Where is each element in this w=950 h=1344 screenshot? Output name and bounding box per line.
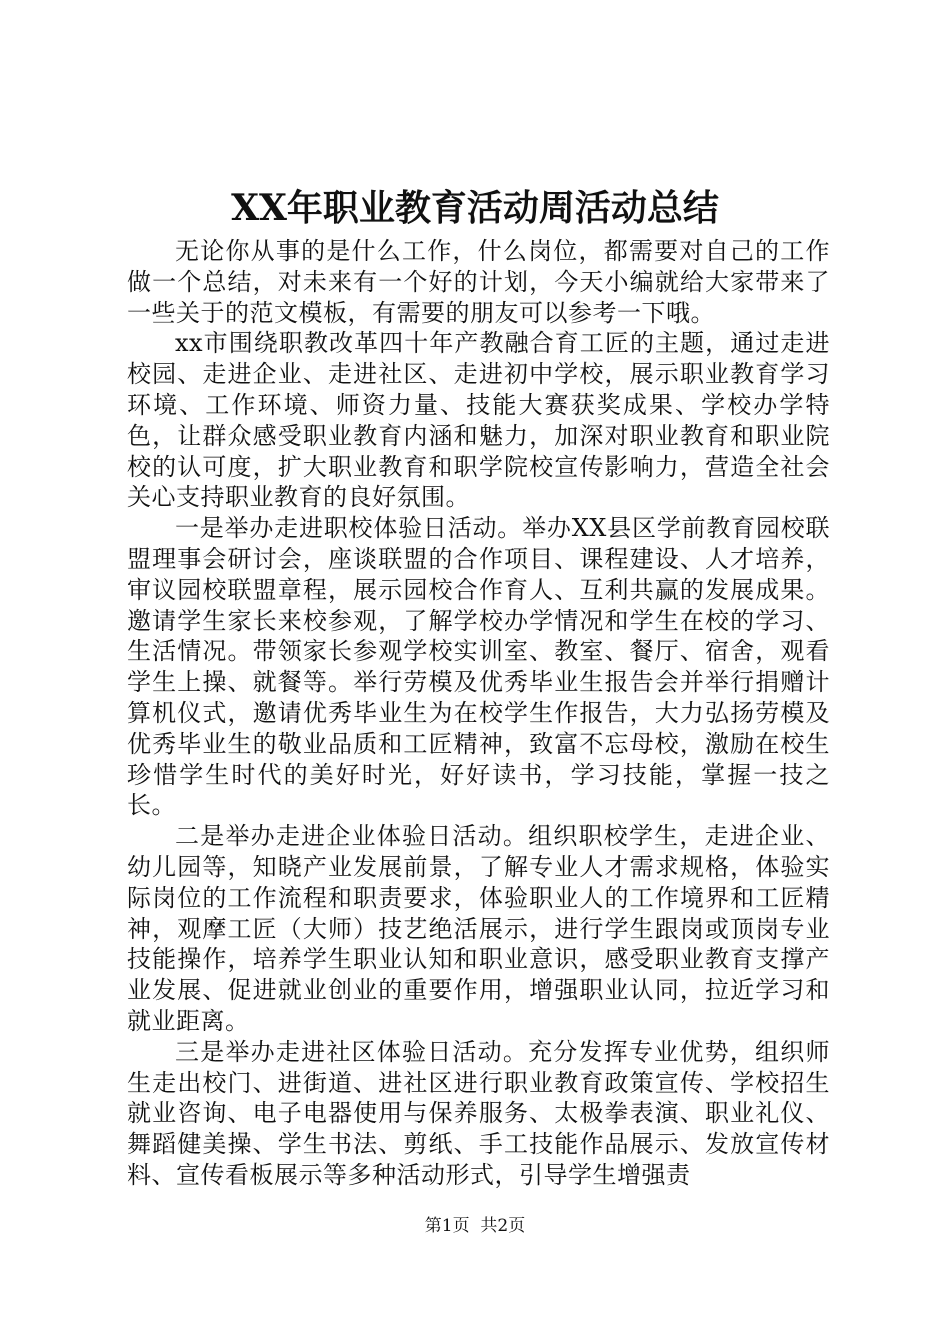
page-number: 第1页 [424,1216,470,1236]
page-total: 共2页 [480,1216,526,1236]
page-footer [0,1214,950,1238]
document-body [127,236,830,1191]
paragraph-school-visit-day: 一是举办走进职校体验日活动。举办XX县区学前教育园校联盟理事会研讨会，座谈联盟的合作项目、课程建设、人才培养，审议园校联盟章程，展示园校合作育人、互利共赢的发展成果。邀请学生家长来校参观，了解学校办学情况和学生在校的学习、生活情况。带领家长参观学校实训室、教室、餐厅、宿舍，观看学生上操、就餐等。举行劳模及优秀毕业生报告会并举行捐赠计算机仪式，邀请优秀毕业生为在校学生作报告，大力弘扬劳模及优秀毕业生的敬业品质和工匠精神，致富不忘母校，激励在校生珍惜学生时代的美好时光，好好读书，学习技能，掌握一技之长。 [127,514,830,820]
paragraph-overview: xx市围绕职教改革四十年产教融合育工匠的主题，通过走进校园、走进企业、走进社区、走进初中学校，展示职业教育学习环境、工作环境、师资力量、技能大赛获奖成果、学校办学特色，让群众感受职业教育内涵和魅力，加深对职业教育和职业院校的认可度，扩大职业教育和职学院校宣传影响力，营造全社会关心支持职业教育的良好氛围。 [127,329,830,512]
document-title: XX年职业教育活动周活动总结 [231,187,719,229]
paragraph-intro: 无论你从事的是什么工作，什么岗位，都需要对自己的工作做一个总结，对未来有一个好的计划，今天小编就给大家带来了一些关于的范文模板，有需要的朋友可以参考一下哦。 [127,237,830,327]
paragraph-enterprise-visit-day: 二是举办走进企业体验日活动。组织职校学生，走进企业、幼儿园等，知晓产业发展前景，了解专业人才需求规格，体验实际岗位的工作流程和职责要求，体验职业人的工作境界和工匠精神，观摩工匠（大师）技艺绝活展示，进行学生跟岗或顶岗专业技能操作，培养学生职业认知和职业意识，感受职业教育支撑产业发展、促进就业创业的重要作用，增强职业认同，拉近学习和就业距离。 [127,822,830,1035]
paragraph-community-visit-day: 三是举办走进社区体验日活动。充分发挥专业优势，组织师生走出校门、进街道、进社区进行职业教育政策宣传、学校招生就业咨询、电子电器使用与保养服务、太极拳表演、职业礼仪、舞蹈健美操、学生书法、剪纸、手工技能作品展示、发放宣传材料、宣传看板展示等多种活动形式，引导学生增强责 [127,1037,830,1189]
